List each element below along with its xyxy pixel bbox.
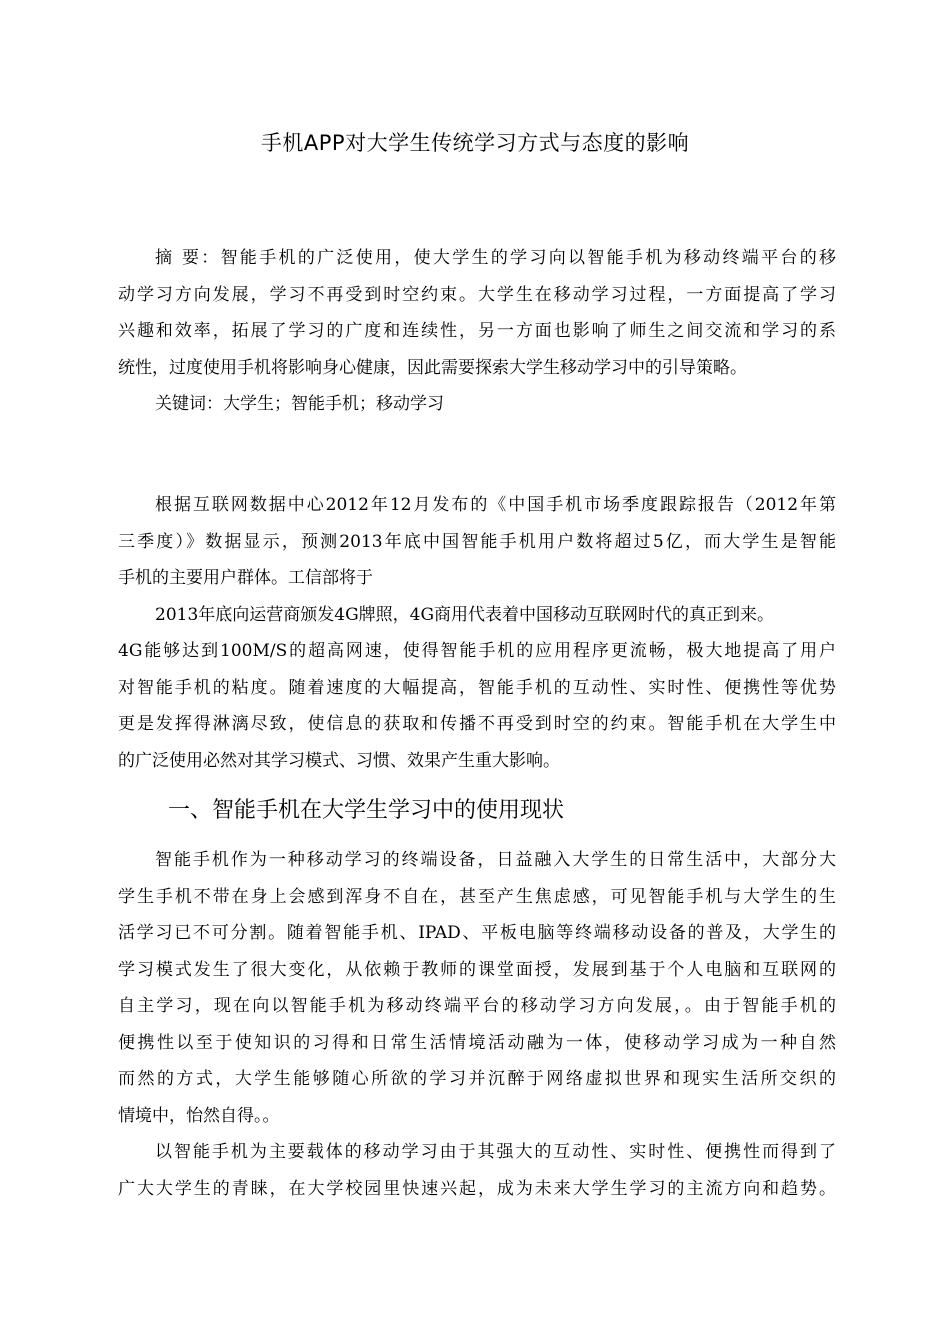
section1-block — [118, 842, 836, 1207]
intro-p2-line: 2013年底向运营商颁发4G牌照，4G商用代表着中国移动互联网时代的真正到来。 — [155, 604, 775, 625]
abstract-line: 动学习方向发展，学习不再受到时空约束。大学生在移动学习过程，一方面提高了学习 — [118, 284, 836, 305]
abstract-line: 统性，过度使用手机将影响身心健康，因此需要探索大学生移动学习中的引导策略。 — [118, 357, 747, 378]
section1-p2-line: 以智能手机为主要载体的移动学习由于其强大的互动性、实时性、便携性而得到了 — [155, 1142, 836, 1162]
intro-p1-line: 三季度）》数据显示，预测2013年底中国智能手机用户数将超过5亿，而大学生是智能 — [118, 531, 836, 552]
section1-p1-line: 活学习已不可分割。随着智能手机、IPAD、平板电脑等终端移动设备的普及，大学生的 — [118, 923, 836, 943]
section1-p1-line: 学生手机不带在身上会感到浑身不自在，甚至产生焦虑感，可见智能手机与大学生的生 — [118, 886, 836, 907]
section1-p1-line: 自主学习，现在向以智能手机为移动终端平台的移动学习方向发展，。由于智能手机的 — [118, 996, 836, 1016]
keywords: 关键词：大学生；智能手机；移动学习 — [155, 394, 444, 414]
document-title: 手机APP对大学生传统学习方式与态度的影响 — [260, 131, 690, 155]
intro-p2-line: 对智能手机的粘度。随着速度的大幅提高，智能手机的互动性、实时性、便携性等优势 — [118, 677, 836, 698]
intro-p2-line: 4G能够达到100M/S的超高网速，使得智能手机的应用程序更流畅，极大地提高了用户 — [118, 641, 836, 661]
abstract-line: 兴趣和效率，拓展了学习的广度和连续性，另一方面也影响了师生之间交流和学习的系 — [118, 321, 836, 341]
section-heading: 一、智能手机在大学生学习中的使用现状 — [168, 798, 565, 823]
section1-p1-line: 情境中，怡然自得。。 — [118, 1105, 280, 1126]
abstract-block — [118, 240, 836, 423]
intro-p2-line: 更是发挥得淋漓尽致，使信息的获取和传播不再受到时空的约束。智能手机在大学生中 — [118, 714, 836, 734]
section1-p1-line: 便携性以至于使知识的习得和日常生活情境活动融为一体，使移动学习成为一种自然 — [118, 1032, 836, 1053]
intro-p1-line: 根据互联网数据中心2012年12月发布的《中国手机市场季度跟踪报告（2012年第 — [155, 495, 836, 515]
section1-p2-line: 广大大学生的青睐，在大学校园里快速兴起，成为未来大学生学习的主流方向和趋势。 — [118, 1178, 836, 1199]
intro-p1-line: 手机的主要用户群体。工信部将于 — [118, 568, 373, 588]
intro-p2-line: 的广泛使用必然对其学习模式、习惯、效果产生重大影响。 — [118, 750, 560, 771]
section1-p1-line: 智能手机作为一种移动学习的终端设备，日益融入大学生的日常生活中，大部分大 — [155, 850, 836, 870]
section1-p1-line: 而然的方式，大学生能够随心所欲的学习并沉醉于网络虚拟世界和现实生活所交织的 — [118, 1069, 836, 1089]
abstract-line: 摘 要：智能手机的广泛使用，使大学生的学习向以智能手机为移动终端平台的移 — [155, 248, 836, 268]
intro-block — [118, 487, 836, 779]
section1-p1-line: 学习模式发生了很大变化，从依赖于教师的课堂面授，发展到基于个人电脑和互联网的 — [118, 959, 836, 980]
